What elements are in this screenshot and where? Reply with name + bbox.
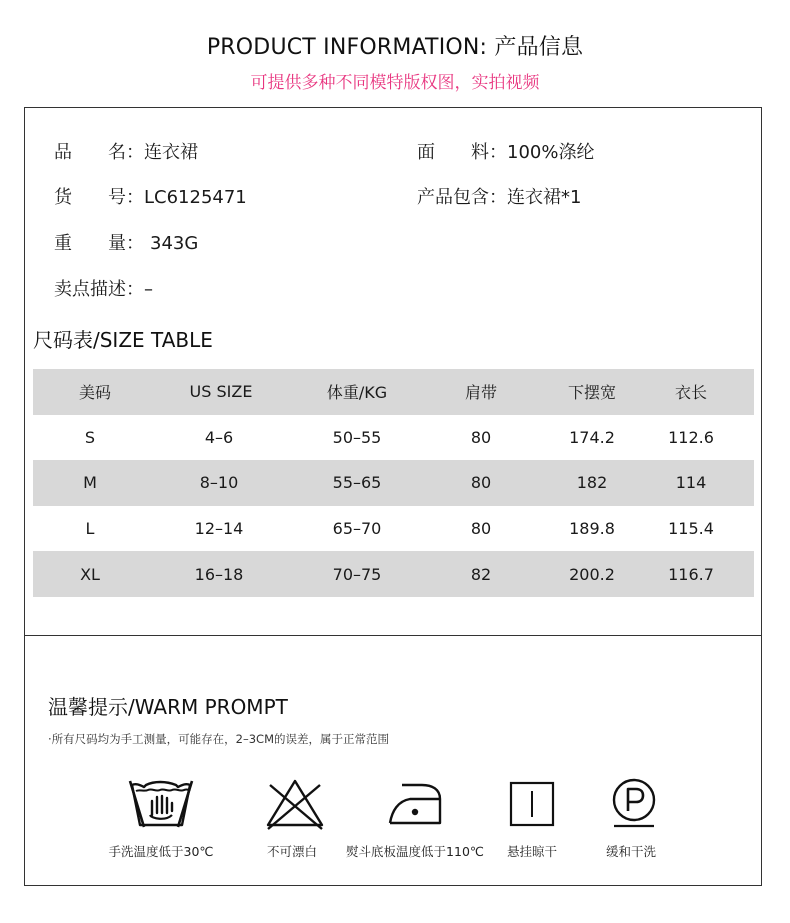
table-cell: S: [84, 427, 96, 447]
info-selling-label: 卖点描述：: [54, 279, 144, 300]
info-weight: [54, 229, 198, 255]
care-label-hand-wash: 手洗温度低于30℃: [108, 844, 214, 859]
table-cell: 80: [470, 473, 492, 493]
warm-prompt-note: ·所有尺码均为手工测量，可能存在，2–3CM的误差，属于正常范围: [48, 732, 389, 746]
table-cell: 8–10: [199, 473, 239, 493]
header-cell-us-code: 美码: [78, 383, 111, 403]
header-cell-hem: 下摆宽: [567, 383, 616, 403]
table-cell: 116.7: [668, 564, 714, 584]
info-sku: [54, 183, 247, 209]
info-contents: [417, 183, 581, 209]
care-item-iron: [350, 775, 480, 833]
info-name-label: 品 名：: [54, 142, 144, 163]
info-fabric-label: 面 料：: [417, 142, 507, 163]
care-label-dry-clean: 缓和干洗: [605, 844, 657, 859]
table-cell: M: [83, 473, 97, 493]
table-row: [33, 551, 754, 597]
dry-clean-p-icon: [599, 775, 669, 833]
care-item-dry-clean: [569, 775, 699, 833]
page-subtitle: 可提供多种不同模特版权图，实拍视频: [250, 73, 540, 93]
info-sku-value: LC6125471: [144, 187, 247, 208]
info-weight-label: 重 量：: [54, 233, 144, 254]
table-cell: L: [85, 519, 95, 539]
table-cell: 4–6: [204, 427, 234, 447]
section-divider: [24, 635, 762, 636]
table-cell: 114: [675, 473, 707, 493]
table-cell: 80: [470, 427, 492, 447]
table-cell: 50–55: [332, 427, 382, 447]
info-fabric-value: 100%涤纶: [507, 142, 595, 163]
table-cell: 182: [576, 473, 608, 493]
info-selling: [54, 275, 153, 301]
table-cell: 16–18: [194, 564, 244, 584]
info-contents-label: 产品包含：: [417, 187, 507, 208]
info-selling-value: –: [144, 279, 153, 300]
care-item-hand-wash: [96, 775, 226, 833]
table-cell: 70–75: [332, 564, 382, 584]
info-name: [54, 138, 198, 164]
table-cell: 65–70: [332, 519, 382, 539]
table-cell: 80: [470, 519, 492, 539]
care-label-iron: 熨斗底板温度低于110℃: [346, 844, 484, 859]
table-cell: XL: [80, 564, 100, 584]
header-cell-weight: 体重/KG: [326, 383, 388, 403]
info-fabric: [417, 138, 594, 164]
table-cell: 82: [470, 564, 492, 584]
care-label-no-bleach: 不可漂白: [266, 844, 318, 859]
table-cell: 174.2: [569, 427, 615, 447]
hand-wash-icon: [126, 775, 196, 833]
header-cell-length: 衣长: [674, 383, 707, 403]
no-bleach-icon: [260, 775, 330, 833]
table-cell: 115.4: [668, 519, 714, 539]
table-cell: 189.8: [569, 519, 615, 539]
info-name-value: 连衣裙: [144, 142, 198, 163]
table-cell: 200.2: [569, 564, 615, 584]
iron-low-icon: [380, 775, 450, 833]
table-row: [33, 460, 754, 506]
line-dry-icon: [497, 775, 567, 833]
header-cell-strap: 肩带: [464, 383, 497, 403]
size-table: [33, 369, 754, 597]
table-row: [33, 506, 754, 552]
size-table-header-row: [33, 369, 754, 415]
size-table-title: 尺码表/SIZE TABLE: [33, 328, 213, 352]
table-cell: 112.6: [668, 427, 714, 447]
info-contents-value: 连衣裙*1: [507, 187, 582, 208]
info-sku-label: 货 号：: [54, 187, 144, 208]
warm-prompt-title: 温馨提示/WARM PROMPT: [48, 695, 288, 719]
table-row: [33, 415, 754, 461]
care-item-no-bleach: [230, 775, 360, 833]
header-cell-us-size: US SIZE: [189, 382, 253, 402]
care-label-line-dry: 悬挂晾干: [506, 844, 558, 859]
info-weight-value: 343G: [150, 233, 199, 254]
table-cell: 55–65: [332, 473, 382, 493]
page-title: PRODUCT INFORMATION: 产品信息: [206, 35, 584, 60]
table-cell: 12–14: [194, 519, 244, 539]
